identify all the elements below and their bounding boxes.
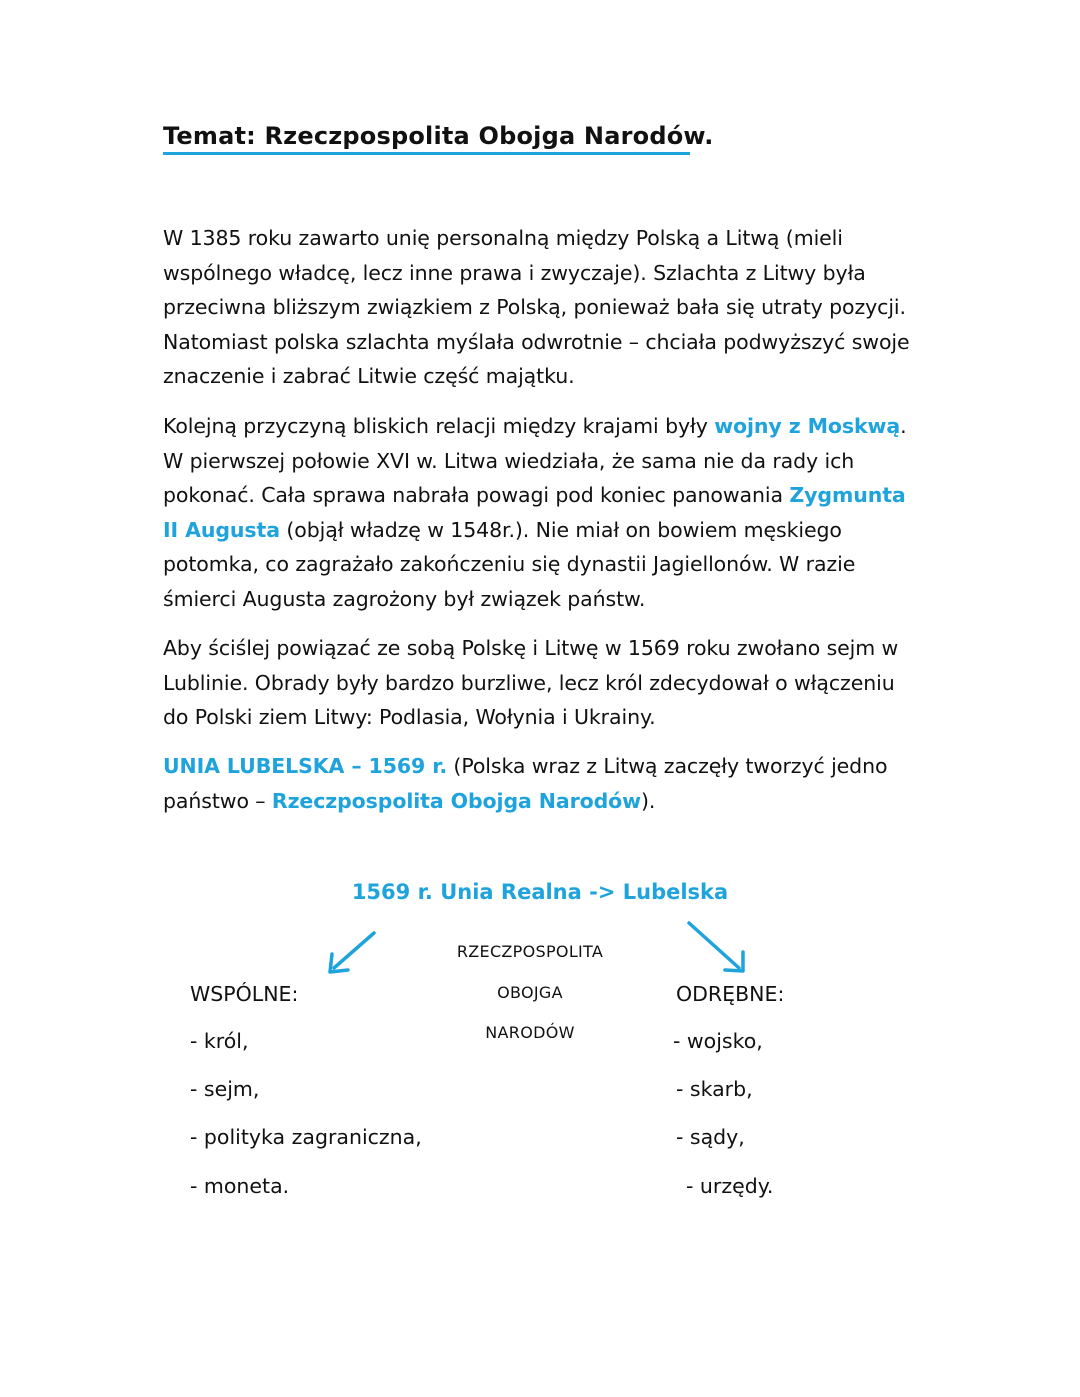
- paragraph-text: Aby ściślej powiązać ze sobą Polskę i Litwę w 1569 roku zwołano sejm w Lublinie. Obrady były bardzo burzliwe, lecz król zdecydował o włączeniu do Polski ziem Litwy: Podlasia, Wołynia i Ukrainy.: [163, 636, 899, 730]
- arrow-down-right-icon: [683, 918, 749, 976]
- page-title: Temat: Rzeczpospolita Obojga Narodów.: [163, 122, 714, 150]
- highlight-union-lublin: UNIA LUBELSKA – 1569 r.: [163, 754, 448, 778]
- separate-item: - skarb,: [676, 1077, 753, 1101]
- paragraph-text: ).: [640, 788, 656, 813]
- paragraph-text: (Polska wraz z Litwą zaczęły tworzyć jedno państwo –: [163, 754, 888, 813]
- separate-heading: ODRĘBNE:: [676, 982, 785, 1006]
- paragraph-union-1385: [163, 221, 923, 394]
- paragraph-text: . W pierwszej połowie XVI w. Litwa wiedziała, że sama nie da rady ich pokonać. Cała sprawa nabrała powagi pod koniec panowania: [163, 414, 907, 508]
- paragraph-text: (objął władzę w 1548r.). Nie miał on bowiem męskiego potomka, co zagrażało zakończeniu się dynastii Jagiellonów. W razie śmierci Augusta zagrożony był związek państw.: [163, 517, 856, 611]
- title-underline: [163, 152, 690, 155]
- center-label-line-1: RZECZPOSPOLITA: [456, 942, 604, 961]
- paragraph-causes: [163, 409, 923, 617]
- highlight-sigismund: Zygmunta II Augusta: [163, 483, 906, 542]
- highlight-wars-moscow: wojny z Moskwą: [714, 414, 901, 438]
- highlight-commonwealth: Rzeczpospolita Obojga Narodów: [271, 788, 641, 813]
- paragraph-text: Kolejną przyczyną bliskich relacji między krajami były: [163, 414, 715, 438]
- paragraph-sejm-lublin: [163, 631, 923, 735]
- separate-item: - urzędy.: [686, 1174, 774, 1198]
- diagram-title: 1569 r. Unia Realna -> Lubelska: [351, 880, 729, 904]
- center-label-line-2: OBOJGA: [497, 983, 563, 1002]
- common-item: - moneta.: [190, 1174, 290, 1198]
- arrow-down-left-icon: [322, 928, 382, 976]
- paragraph-text: W 1385 roku zawarto unię personalną między Polską a Litwą (mieli wspólnego władcę, lecz inne prawa i zwyczaje). Szlachta z Litwy była przeciwna bliższym związkiem z Polską, ponieważ bała się utraty pozycji. Natomiast polska szlachta myślała odwrotnie – chciała podwyższyć swoje znaczenie i zabrać Litwie część majątku.: [163, 226, 910, 389]
- separate-item: - wojsko,: [673, 1029, 763, 1053]
- common-heading: WSPÓLNE:: [190, 982, 299, 1006]
- common-item: - sejm,: [190, 1077, 260, 1101]
- paragraph-union-lublin: [163, 749, 923, 818]
- center-label-line-3: NARODÓW: [485, 1023, 575, 1042]
- separate-item: - sądy,: [676, 1125, 745, 1149]
- common-item: - polityka zagraniczna,: [190, 1125, 422, 1149]
- common-item: - król,: [190, 1029, 249, 1053]
